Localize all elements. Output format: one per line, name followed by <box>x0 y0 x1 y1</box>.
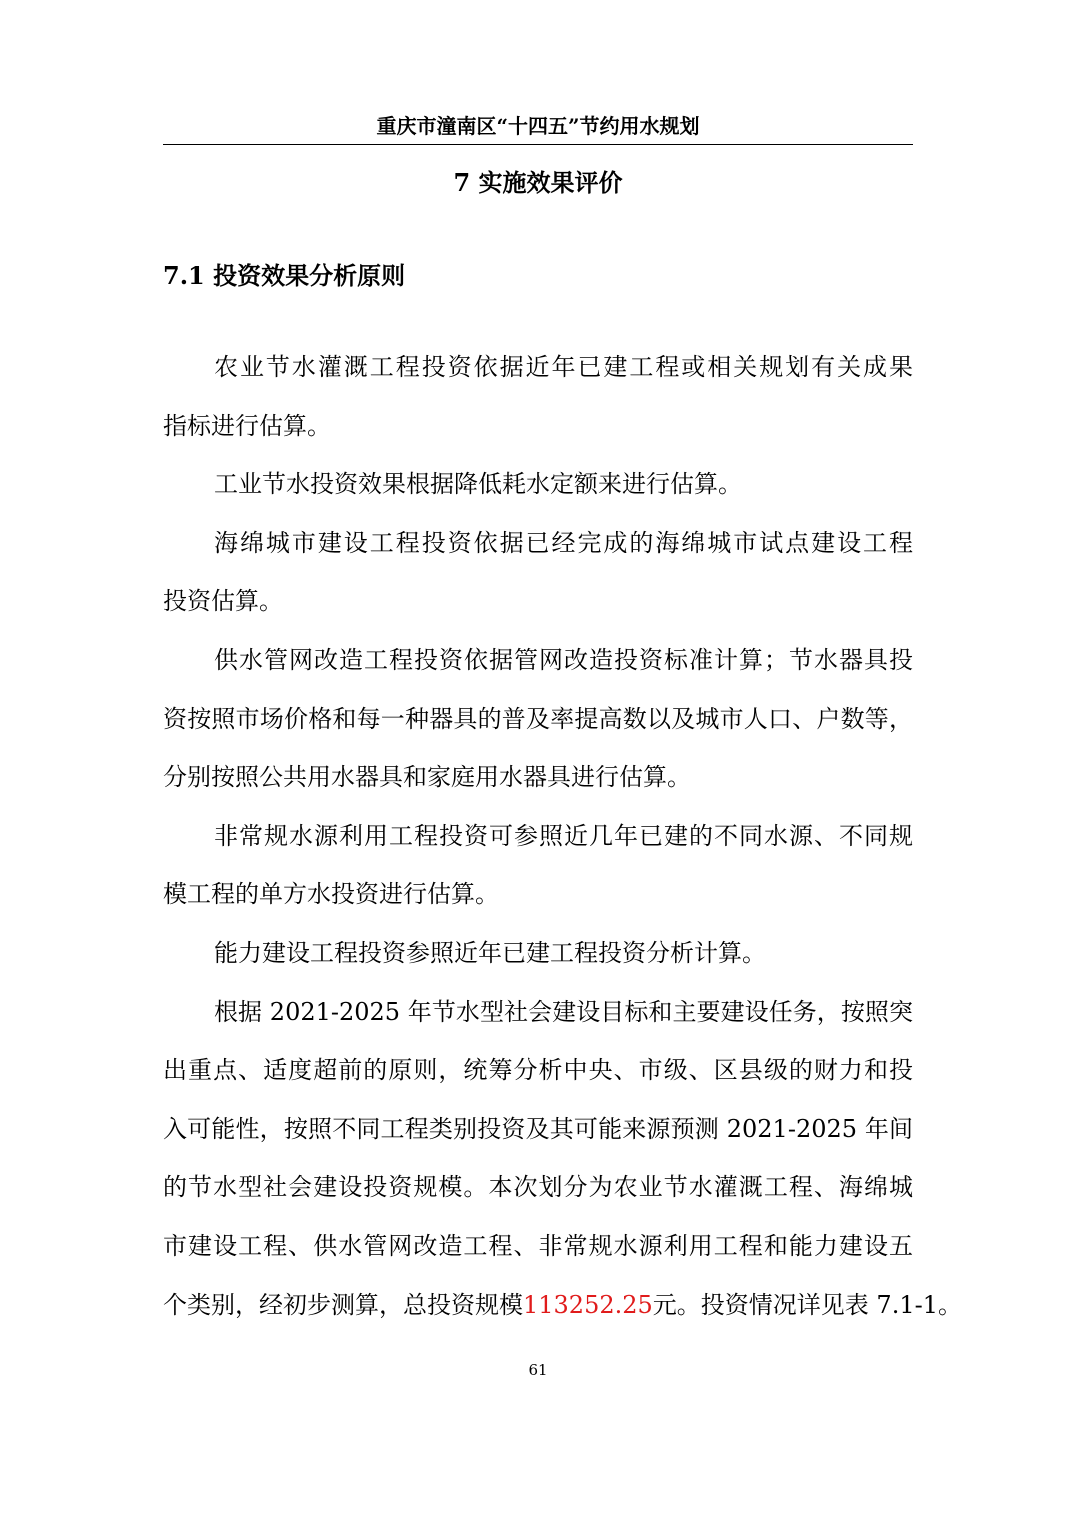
paragraph-6-line-1: 能力建设工程投资参照近年已建工程投资分析计算。 <box>214 938 766 967</box>
paragraph-1-line-1: 农业节水灌溉工程投资依据近年已建工程或相关规划有关成果 <box>214 353 913 381</box>
paragraph-7-line-2: 出重点、适度超前的原则，统筹分析中央、市级、区县级的财力和投 <box>163 1056 913 1085</box>
section-title: 7.1 投资效果分析原则 <box>163 261 406 290</box>
page-number: 61 <box>528 1361 548 1379</box>
paragraph-4-line-3: 分别按照公共用水器具和家庭用水器具进行估算。 <box>163 763 691 792</box>
paragraph-7-line-4: 的节水型社会建设投资规模。本次划分为农业节水灌溉工程、海绵城 <box>163 1173 913 1202</box>
total-investment-amount: 113252.25 <box>523 1290 653 1319</box>
page-header-title: 重庆市潼南区“十四五”节约用水规划 <box>376 114 700 138</box>
paragraph-7-line-1: 根据 2021-2025 年节水型社会建设目标和主要建设任务，按照突 <box>214 997 913 1026</box>
paragraph-1-line-2: 指标进行估算。 <box>163 411 331 440</box>
body-text <box>163 338 962 1334</box>
paragraph-7-line-3: 入可能性，按照不同工程类别投资及其可能来源预测 2021-2025 年间 <box>163 1114 913 1143</box>
paragraph-2-line-1: 工业节水投资效果根据降低耗水定额来进行估算。 <box>214 470 742 499</box>
paragraph-7-line-6 <box>163 1276 962 1335</box>
paragraph-5-line-2: 模工程的单方水投资进行估算。 <box>163 880 499 909</box>
paragraph-7-line-5: 市建设工程、供水管网改造工程、非常规水源利用工程和能力建设五 <box>163 1231 913 1260</box>
paragraph-3-line-2: 投资估算。 <box>163 587 283 616</box>
chapter-title: 7 实施效果评价 <box>453 168 623 197</box>
paragraph-4-line-1: 供水管网改造工程投资依据管网改造投资标准计算；节水器具投 <box>214 645 913 674</box>
paragraph-7-line-6-after: 元。投资情况详见表 7.1-1。 <box>652 1290 962 1319</box>
paragraph-7-line-6-before: 个类别，经初步测算，总投资规模 <box>163 1290 523 1319</box>
paragraph-5-line-1: 非常规水源利用工程投资可参照近几年已建的不同水源、不同规 <box>214 821 913 850</box>
paragraph-4-line-2: 资按照市场价格和每一种器具的普及率提高数以及城市人口、户数等， <box>163 704 913 733</box>
header-divider <box>163 144 913 145</box>
paragraph-3-line-1: 海绵城市建设工程投资依据已经完成的海绵城市试点建设工程 <box>214 528 913 557</box>
